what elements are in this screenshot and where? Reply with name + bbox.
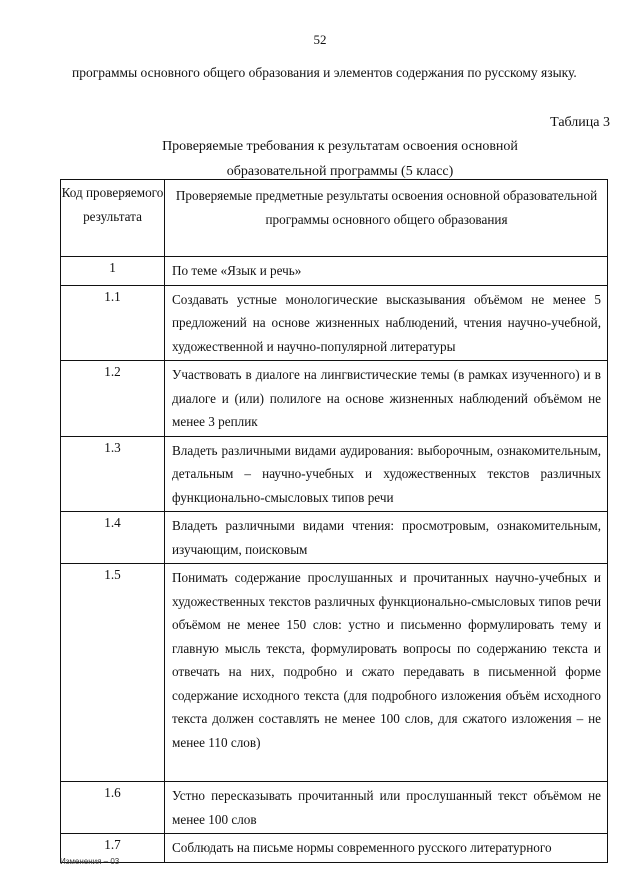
row-code: 1.4 <box>61 512 165 564</box>
row-text: Соблюдать на письме нормы современного русского литературного <box>165 834 608 863</box>
table-header-row <box>61 180 608 257</box>
table-row <box>61 834 608 863</box>
row-text: Понимать содержание прослушанных и прочитанных научно-учебных и художественных текстов различных функционально-смысловых типов речи объёмом не менее 150 слов: устно и письменно формулировать тему и главную мысль текста, формулировать вопросы по содержанию текста и отвечать на них, подробно и сжато передавать в письменной форме содержание исходного текста (для подробного изложения объём исходного текста должен составлять не менее 100 слов, для сжатого изложения – не менее 110 слов) <box>165 564 608 782</box>
table-row <box>61 782 608 834</box>
page-footer: Изменения – 03 <box>60 857 120 866</box>
row-text: Устно пересказывать прочитанный или прослушанный текст объёмом не менее 100 слов <box>165 782 608 834</box>
intro-paragraph: программы основного общего образования и элементов содержания по русскому языку. <box>72 65 577 80</box>
row-code: 1.5 <box>61 564 165 782</box>
row-text: Владеть различными видами чтения: просмотровым, ознакомительным, изучающим, поисковым <box>165 512 608 564</box>
row-code: 1.1 <box>61 285 165 361</box>
requirements-table <box>60 179 608 863</box>
header-code: Код проверяемого результата <box>61 180 165 257</box>
table-row <box>61 436 608 512</box>
table-title-line-2: образовательной программы (5 класс) <box>226 164 454 179</box>
row-code: 1.2 <box>61 361 165 437</box>
row-code: 1.7 <box>61 834 165 863</box>
row-code: 1 <box>61 257 165 286</box>
header-results: Проверяемые предметные результаты освоения основной образовательной программы основного общего образования <box>165 180 608 257</box>
row-code: 1.6 <box>61 782 165 834</box>
row-code: 1.3 <box>61 436 165 512</box>
table-row <box>61 285 608 361</box>
table-title <box>0 134 640 184</box>
row-text: Участвовать в диалоге на лингвистические темы (в рамках изученного) и в диалоге и (или) полилоге на основе жизненных наблюдений объёмом не менее 3 реплик <box>165 361 608 437</box>
table-label: Таблица 3 <box>550 115 610 130</box>
table-row <box>61 257 608 286</box>
table-row <box>61 361 608 437</box>
row-text: Владеть различными видами аудирования: выборочным, ознакомительным, детальным – научно-учебных и художественных текстов различных функционально-смысловых типов речи <box>165 436 608 512</box>
table-row <box>61 564 608 782</box>
row-text: Создавать устные монологические высказывания объёмом не менее 5 предложений на основе жизненных наблюдений, чтения научно-учебной, художественной и научно-популярной литературы <box>165 285 608 361</box>
page-number: 52 <box>313 32 327 47</box>
row-text: По теме «Язык и речь» <box>165 257 608 286</box>
table-title-line-1: Проверяемые требования к результатам освоения основной <box>162 139 518 154</box>
table-row <box>61 512 608 564</box>
